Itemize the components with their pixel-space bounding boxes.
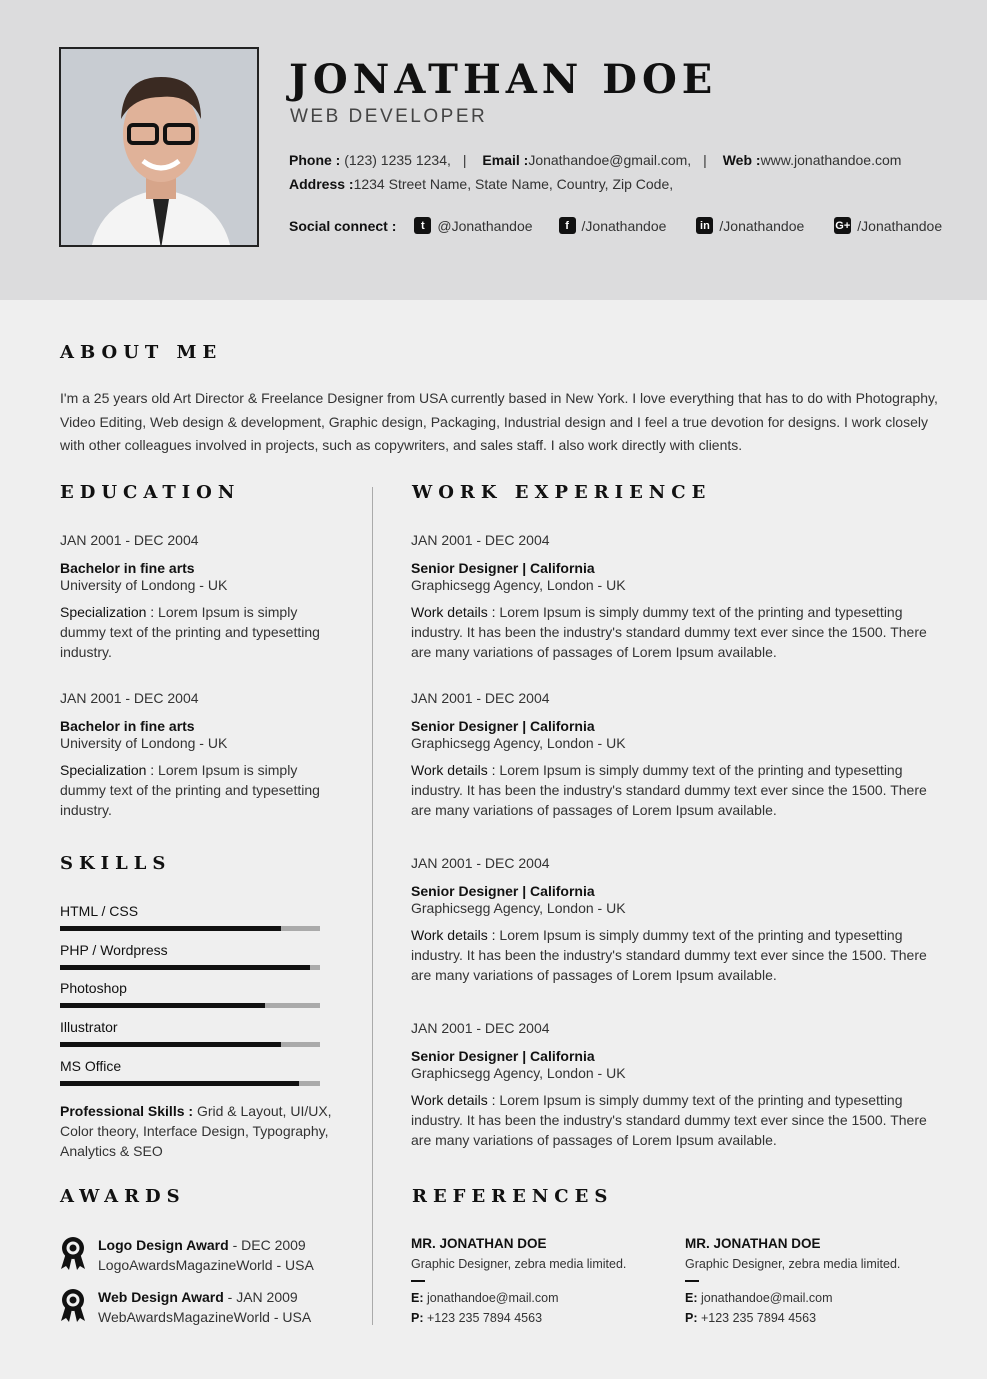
about-heading: ABOUT ME — [60, 342, 223, 363]
social-twitter[interactable] — [414, 217, 532, 234]
award-org: WebAwardsMagazineWorld - USA — [98, 1309, 312, 1325]
about-text: I'm a 25 years old Art Director & Freelance Designer from USA currently based in New York. I love everything that has to do with Photography, Video Editing, Web design & development, Graphic design, Packaging, Industrial design and I feel a true devotion for designs. I work closely with other colleagues involved in projects, such as copywriters, and sales staff. I also work directly with clients. — [60, 390, 938, 453]
awards-heading: AWARDS — [60, 1186, 186, 1207]
school: University of Londong - UK — [60, 577, 228, 593]
date: JAN 2001 - DEC 2004 — [60, 690, 199, 706]
skill-bar-fill — [60, 965, 310, 970]
divider — [685, 1280, 699, 1282]
skill-bar-fill — [60, 1081, 299, 1086]
column-divider — [372, 487, 373, 1325]
work-entry — [411, 855, 931, 985]
skill-name: HTML / CSS — [60, 903, 139, 919]
social-handle: /Jonathandoe — [719, 217, 805, 234]
phone: (123) 1235 1234, — [344, 152, 451, 168]
reference-phone: +123 235 7894 4563 — [697, 1311, 817, 1325]
skill-item — [60, 1019, 320, 1047]
reference-phone: +123 235 7894 4563 — [423, 1311, 543, 1325]
social-handle: /Jonathandoe — [581, 217, 667, 234]
skill-name: MS Office — [60, 1057, 122, 1074]
text: Lorem Ipsum is simply dummy text of the printing and typesetting industry. It has been the industry's standard dummy text ever since the 1500. There are many variations of passages of Lorem Ipsum available. — [411, 604, 927, 660]
degree: Bachelor in fine arts — [60, 560, 195, 576]
company: Graphicsegg Agency, London - UK — [411, 735, 626, 751]
skill-bar-fill — [60, 1003, 265, 1008]
skill-item — [60, 980, 320, 1008]
label: P: — [685, 1311, 698, 1325]
skill-bar — [60, 926, 320, 931]
social-google-plus[interactable] — [834, 217, 942, 234]
skill-bar — [60, 1042, 320, 1047]
award-ribbon-icon — [60, 1287, 86, 1323]
social-handle: @Jonathandoe — [437, 217, 533, 234]
address: 1234 Street Name, State Name, Country, Zip Code, — [353, 176, 674, 192]
award-item — [60, 1235, 314, 1275]
date: JAN 2001 - DEC 2004 — [411, 855, 550, 871]
label: Work details : — [411, 604, 496, 620]
award-date: - DEC 2009 — [228, 1237, 306, 1253]
award-date: - JAN 2009 — [223, 1289, 298, 1305]
candidate-name: JONATHAN DOE — [289, 56, 718, 103]
reference-email[interactable]: jonathandoe@mail.com — [697, 1291, 833, 1305]
social-links — [289, 217, 942, 234]
award-item — [60, 1287, 311, 1327]
email-link[interactable]: Jonathandoe@gmail.com, — [528, 152, 692, 168]
email-label: Email : — [482, 152, 529, 168]
skill-bar — [60, 965, 320, 970]
web-label: Web : — [722, 152, 761, 168]
reference-name: MR. JONATHAN DOE — [685, 1236, 821, 1251]
social-linkedin[interactable] — [696, 217, 804, 234]
skill-bar — [60, 1003, 320, 1008]
reference-name: MR. JONATHAN DOE — [411, 1236, 547, 1251]
google-plus-icon: G+ — [834, 217, 851, 234]
linkedin-icon: in — [696, 217, 713, 234]
social-label: Social connect : — [289, 217, 397, 234]
work-entry — [411, 532, 931, 662]
award-ribbon-icon — [60, 1235, 86, 1271]
school: University of Londong - UK — [60, 735, 228, 751]
professional-skills — [60, 1101, 335, 1161]
label: Professional Skills : — [60, 1103, 194, 1119]
reference-position: Graphic Designer, zebra media limited. — [685, 1257, 901, 1271]
reference-card — [685, 1234, 900, 1328]
address-line — [289, 176, 673, 192]
skill-bar-fill — [60, 926, 281, 931]
work-details — [411, 925, 931, 985]
phone-label: Phone : — [289, 152, 341, 168]
label: Work details : — [411, 762, 496, 778]
divider — [411, 1280, 425, 1282]
label: Work details : — [411, 1092, 496, 1108]
job-title: WEB DEVELOPER — [290, 106, 488, 127]
company: Graphicsegg Agency, London - UK — [411, 577, 626, 593]
social-facebook[interactable] — [559, 217, 667, 234]
company: Graphicsegg Agency, London - UK — [411, 1065, 626, 1081]
skill-item — [60, 942, 320, 970]
date: JAN 2001 - DEC 2004 — [60, 532, 199, 548]
reference-card — [411, 1234, 626, 1328]
work-details — [411, 1090, 931, 1150]
skills-heading: SKILLS — [60, 853, 172, 874]
work-heading: WORK EXPERIENCE — [412, 482, 712, 503]
skill-bar — [60, 1081, 320, 1086]
education-heading: EDUCATION — [60, 482, 241, 503]
label: Work details : — [411, 927, 496, 943]
text: Lorem Ipsum is simply dummy text of the printing and typesetting industry. — [60, 762, 320, 818]
job-title: Senior Designer | California — [411, 718, 595, 734]
job-title: Senior Designer | California — [411, 560, 595, 576]
social-handle: /Jonathandoe — [857, 217, 943, 234]
profile-photo — [59, 47, 259, 247]
text: Lorem Ipsum is simply dummy text of the printing and typesetting industry. — [60, 604, 320, 660]
award-title: Logo Design Award — [98, 1237, 229, 1253]
reference-email[interactable]: jonathandoe@mail.com — [423, 1291, 559, 1305]
text: Grid & Layout, UI/UX, Color theory, Interface Design, Typography, Analytics & SEO — [60, 1103, 332, 1159]
label: E: — [411, 1291, 424, 1305]
date: JAN 2001 - DEC 2004 — [411, 690, 550, 706]
skill-bar-fill — [60, 1042, 281, 1047]
label: Specialization : — [60, 604, 155, 620]
work-entry — [411, 1020, 931, 1150]
address-label: Address : — [289, 176, 354, 192]
award-title: Web Design Award — [98, 1289, 224, 1305]
date: JAN 2001 - DEC 2004 — [411, 1020, 550, 1036]
award-org: LogoAwardsMagazineWorld - USA — [98, 1257, 314, 1273]
twitter-icon: t — [414, 217, 431, 234]
label: Specialization : — [60, 762, 155, 778]
web-link[interactable]: www.jonathandoe.com — [760, 152, 902, 168]
education-entry — [60, 690, 330, 820]
job-title: Senior Designer | California — [411, 1048, 595, 1064]
contact-line: Phone : (123) 1235 1234, | Email :Jonathandoe@gmail.com, | Web :www.jonathandoe.com — [289, 152, 902, 168]
label: E: — [685, 1291, 698, 1305]
date: JAN 2001 - DEC 2004 — [411, 532, 550, 548]
reference-position: Graphic Designer, zebra media limited. — [411, 1257, 627, 1271]
skill-item — [60, 1058, 320, 1086]
company: Graphicsegg Agency, London - UK — [411, 900, 626, 916]
work-details — [411, 602, 931, 662]
specialization — [60, 602, 330, 662]
skill-name: Illustrator — [60, 1019, 118, 1036]
text: Lorem Ipsum is simply dummy text of the printing and typesetting industry. It has been the industry's standard dummy text ever since the 1500. There are many variations of passages of Lorem Ipsum available. — [411, 762, 927, 818]
facebook-icon: f — [559, 217, 576, 234]
skill-name: Photoshop — [60, 980, 127, 997]
text: Lorem Ipsum is simply dummy text of the printing and typesetting industry. It has been the industry's standard dummy text ever since the 1500. There are many variations of passages of Lorem Ipsum available. — [411, 927, 927, 983]
education-entry — [60, 532, 330, 662]
job-title: Senior Designer | California — [411, 883, 595, 899]
specialization — [60, 760, 330, 820]
text: Lorem Ipsum is simply dummy text of the printing and typesetting industry. It has been the industry's standard dummy text ever since the 1500. There are many variations of passages of Lorem Ipsum available. — [411, 1092, 927, 1148]
label: P: — [411, 1311, 424, 1325]
skill-name: PHP / Wordpress — [60, 941, 168, 958]
work-entry — [411, 690, 931, 820]
degree: Bachelor in fine arts — [60, 718, 195, 734]
work-details — [411, 760, 931, 820]
skill-item — [60, 903, 320, 931]
references-heading: REFERENCES — [412, 1186, 614, 1207]
